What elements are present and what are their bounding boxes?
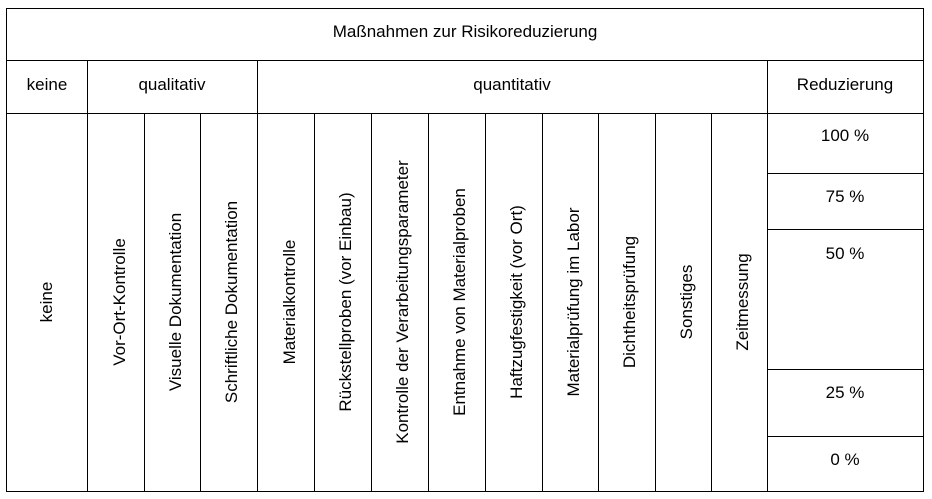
reduzierung-divider: [767, 436, 923, 437]
cell-keine: keine: [37, 281, 56, 323]
cell-quantitativ-item: Entnahme von Materialproben: [450, 188, 469, 416]
cell-quantitativ-item: Rückstellproben (vor Einbau): [336, 192, 355, 412]
col-divider: [257, 60, 258, 491]
col-divider: [87, 60, 88, 491]
reduzierung-divider: [767, 229, 923, 230]
cell-quantitativ-item: Materialkontrolle: [280, 239, 299, 365]
table-title: Maßnahmen zur Risikoreduzierung: [332, 22, 598, 41]
reduzierung-level: 0 %: [830, 450, 860, 469]
header-keine: keine: [26, 75, 68, 94]
cell-quantitativ-item: Kontrolle der Verarbeitungsparameter: [393, 160, 412, 444]
col-divider: [428, 113, 429, 491]
reduzierung-level: 25 %: [825, 383, 865, 402]
reduzierung-level: 75 %: [825, 187, 865, 206]
col-divider: [485, 113, 486, 491]
col-divider: [314, 113, 315, 491]
cell-quantitativ-item: Haftzugfestigkeit (vor Ort): [507, 205, 526, 399]
cell-quantitativ-item: Materialprüfung im Labor: [564, 207, 583, 397]
col-divider: [767, 60, 768, 491]
reduzierung-level: 50 %: [825, 244, 865, 263]
col-divider: [598, 113, 599, 491]
col-divider: [144, 113, 145, 491]
col-divider: [371, 113, 372, 491]
cell-qualitativ-item: Visuelle Dokumentation: [166, 212, 185, 392]
cell-quantitativ-item: Sonstiges: [677, 264, 696, 340]
cell-quantitativ-item: Zeitmessung: [733, 253, 752, 351]
cell-qualitativ-item: Schriftliche Dokumentation: [222, 200, 241, 404]
col-divider: [711, 113, 712, 491]
col-divider: [200, 113, 201, 491]
header-qualitativ: qualitativ: [138, 75, 206, 94]
col-divider: [542, 113, 543, 491]
cell-quantitativ-item: Dichtheitsprüfung: [620, 235, 639, 369]
reduzierung-divider: [767, 173, 923, 174]
reduzierung-level: 100 %: [820, 126, 870, 145]
header-quantitativ: quantitativ: [473, 75, 551, 94]
cell-qualitativ-item: Vor-Ort-Kontrolle: [110, 238, 129, 366]
reduzierung-divider: [767, 369, 923, 370]
col-divider: [655, 113, 656, 491]
header-reduzierung: Reduzierung: [796, 75, 894, 94]
row-divider: [7, 60, 923, 61]
risk-reduction-table: [6, 8, 924, 492]
